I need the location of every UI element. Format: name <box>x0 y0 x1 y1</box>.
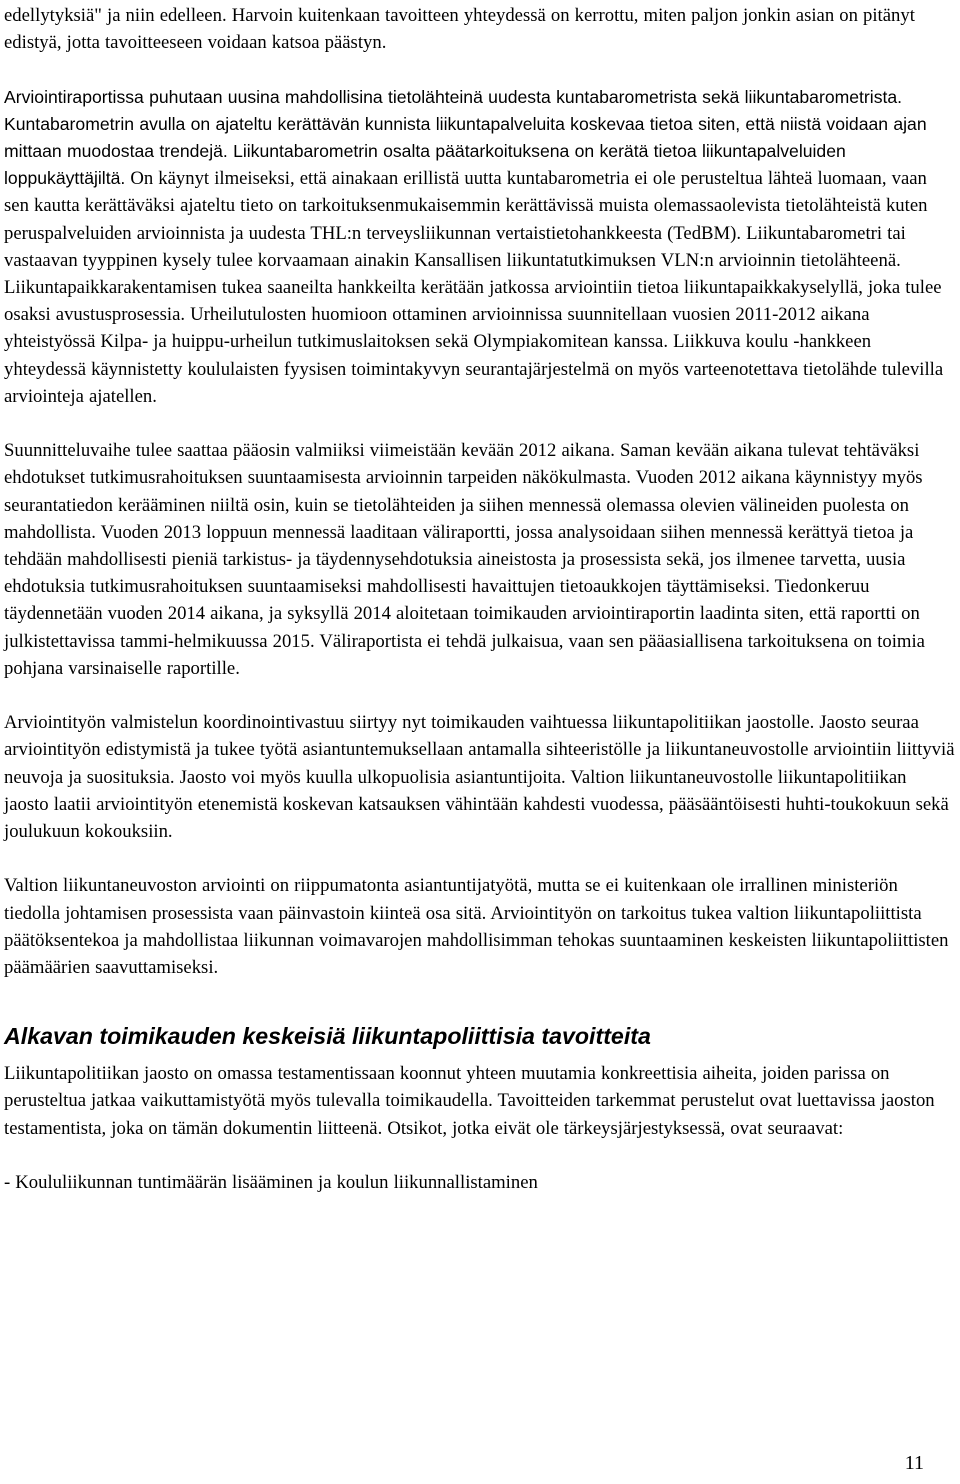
paragraph-2-text: On käynyt ilmeiseksi, että ainakaan erillistä uutta kuntabarometria ei ole perusteltua lähteä luomaan, vaan sen kautta kerättäväksi ajateltu tieto on tarkoituksenmukaisemmin kerättävissä muista olemassaolevista tietolähteistä kuten peruspalveluiden arvioinnista ja uudesta THL:n terveysliikunnan vertaistietohankkeesta (TedBM). Liikuntabarometri tai vastaavan tyyppinen kysely tulee korvaamaan ainakin Kansallisen liikuntatutkimuksen VLN:n arvioinnin tietolähteenä. Liikuntapaikkarakentamisen tukea saaneilta hankkeilta kerätään jatkossa arviointiin tietoa liikuntapaikkakyselyllä, joka tulee osaksi avustusprosessia. Urheilutulosten huomioon ottaminen arvioinnissa suunnitellaan vuosien 2011-2012 aikana yhteistyössä Kilpa- ja huippu-urheilun tutkimuslaitoksen sekä Olympiakomitean kanssa. Liikkuva koulu -hankkeen yhteydessä käynnistetty koululaisten fyysisen toimintakyvyn seurantajärjestelmä on myös varteenotettava tietolähde tulevilla arviointeja ajatellen. <box>4 168 944 407</box>
paragraph-5-text: Valtion liikuntaneuvoston arviointi on riippumatonta asiantuntijatyötä, mutta se ei kuitenkaan ole irrallinen ministeriön tiedolla johtamisen prosessista vaan päinvastoin kiinteä osa sitä. Arviointityön on tarkoitus tukea valtion liikuntapoliittista päätöksentekoa ja mahdollistaa liikunnan voimavarojen mahdollisimman tehokas suuntaaminen keskeisten liikuntapoliittisten päämäärien saavuttamiseksi. <box>4 875 949 979</box>
paragraph-3 <box>4 437 956 682</box>
paragraph-5 <box>4 872 956 981</box>
paragraph-6-text: Liikuntapolitiikan jaosto on omassa testamentissaan koonnut yhteen muutamia konkreettisia aiheita, joiden parissa on perusteltua jatkaa vaikuttamistyötä myös tulevalla toimikaudella. Tavoitteiden tarkemmat perustelut ovat luettavissa jaoston testamentista, joka on tämän dokumentin liitteenä. Otsikot, jotka eivät ole tärkeysjärjestyksessä, ovat seuraavat: <box>4 1063 935 1139</box>
paragraph-6 <box>4 1060 956 1142</box>
page-number: 11 <box>904 1452 924 1474</box>
document-page <box>4 2 956 1196</box>
paragraph-gap <box>4 410 956 437</box>
paragraph-3-text: Suunnitteluvaihe tulee saattaa pääosin valmiiksi viimeistään kevään 2012 aikana. Saman kevään aikana tulevat tehtäväksi ehdotukset tutkimusrahoituksen suuntaamisesta arvioinnin tarpeiden näkökulmasta. Vuoden 2012 aikana käynnistyy myös seurantatiedon kerääminen niiltä osin, kuin se tietolähteiden ja siihen mennessä olemassa olevien välineiden puolesta on mahdollista. Vuoden 2013 loppuun mennessä laaditaan väliraportti, jossa analysoidaan siihen mennessä kerättyä tietoa ja tehdään mahdollisesti pieniä tarkistus- ja täydennysehdotuksia aineistosta ja prosessista sekä, jos ilmenee tarvetta, uusia ehdotuksia tutkimusrahoituksen suuntaamiseksi mahdollisesti havaittujen tietoaukkojen täyttämiseksi. Tiedonkeruu täydennetään vuoden 2014 aikana, ja syksyllä 2014 aloitetaan toimikauden arviointiraportin laadinta siten, että raportti on julkistettavissa tammi-helmikuussa 2015. Väliraportista ei tehdä julkaisua, vaan sen pääasiallisena tarkoituksena on toimia pohjana varsinaiselle raportille. <box>4 440 925 679</box>
paragraph-gap <box>4 682 956 709</box>
paragraph-gap <box>4 1142 956 1169</box>
paragraph-1 <box>4 2 956 56</box>
list-item <box>4 1169 956 1196</box>
section-heading: Alkavan toimikauden keskeisiä liikuntapoliittisia tavoitteita <box>4 1023 651 1050</box>
paragraph-4 <box>4 709 956 845</box>
paragraph-2-text-sans: Arviointiraportissa puhutaan uusina mahdollisina tietolähteinä uudesta kuntabarometrista sekä liikuntabarometrista. Kuntabarometrin avulla on ajateltu kerättävän kunnista liikuntapalveluita koskevaa tietoa siten, että niistä voidaan ajan mittaan muodostaa trendejä. Liikuntabarometrin osalta päätarkoituksena on kerätä tietoa liikuntapalveluiden loppukäyttäjiltä. <box>4 86 927 189</box>
paragraph-1-text: edellytyksiä" ja niin edelleen. Harvoin kuitenkaan tavoitteen yhteydessä on kerrottu, miten paljon jonkin asian on pitänyt edistyä, jotta tavoitteeseen voidaan katsoa päästyn. <box>4 5 915 54</box>
paragraph-2 <box>4 84 956 410</box>
paragraph-4-text: Arviointityön valmistelun koordinointivastuu siirtyy nyt toimikauden vaihtuessa liikuntapolitiikan jaostolle. Jaosto seuraa arviointityön edistymistä ja tukee työtä asiantuntemuksellaan antamalla sihteeristölle ja liikuntaneuvostolle arviointiin liittyviä neuvoja ja suosituksia. Jaosto voi myös kuulla ulkopuolisia asiantuntijoita. Valtion liikuntaneuvostolle liikuntapolitiikan jaosto laatii arviointityön etenemistä koskevan katsauksen vähintään kahdesti vuodessa, pääsääntöisesti huhti-toukokuun sekä joulukuun kokouksiin. <box>4 712 955 843</box>
paragraph-gap <box>4 845 956 872</box>
list-item-text: - Koululiikunnan tuntimäärän lisääminen ja koulun liikunnallistaminen <box>4 1172 538 1194</box>
paragraph-gap <box>4 56 956 83</box>
